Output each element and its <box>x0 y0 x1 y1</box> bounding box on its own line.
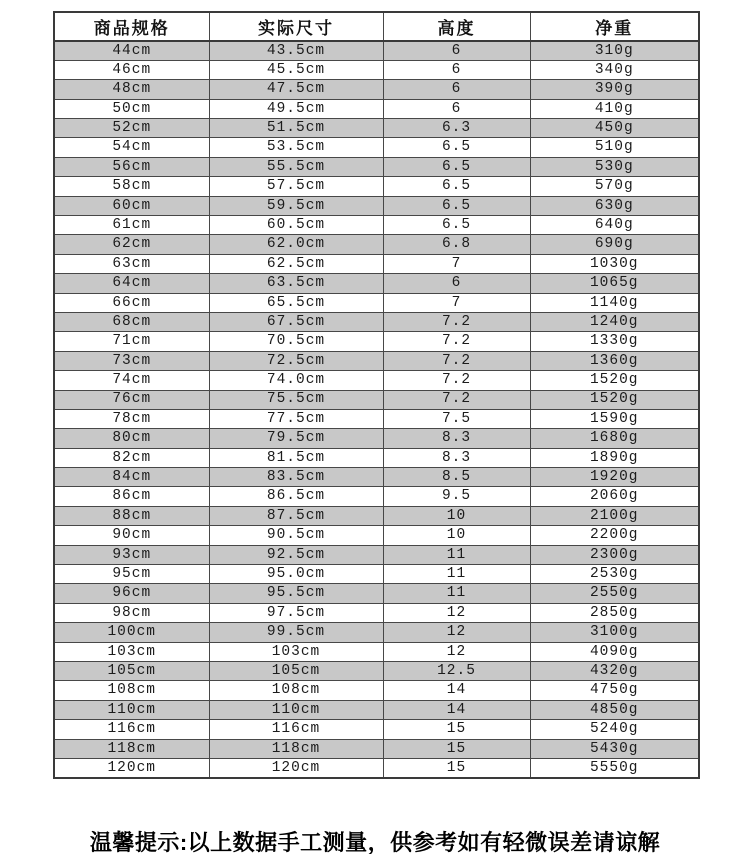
table-cell: 83.5cm <box>209 468 383 487</box>
table-cell: 2550g <box>530 584 699 603</box>
table-row <box>54 720 699 739</box>
table-cell: 1590g <box>530 409 699 428</box>
size-chart-table <box>53 11 700 779</box>
table-cell: 1520g <box>530 371 699 390</box>
table-cell: 49.5cm <box>209 99 383 118</box>
table-cell: 1065g <box>530 274 699 293</box>
table-cell: 80cm <box>54 429 209 448</box>
table-cell: 98cm <box>54 603 209 622</box>
table-cell: 1520g <box>530 390 699 409</box>
table-cell: 62cm <box>54 235 209 254</box>
table-cell: 6 <box>383 274 530 293</box>
table-row <box>54 429 699 448</box>
table-cell: 116cm <box>54 720 209 739</box>
table-cell: 3100g <box>530 623 699 642</box>
table-cell: 71cm <box>54 332 209 351</box>
table-cell: 74cm <box>54 371 209 390</box>
table-cell: 2100g <box>530 506 699 525</box>
table-cell: 108cm <box>54 681 209 700</box>
table-cell: 60.5cm <box>209 216 383 235</box>
table-cell: 43.5cm <box>209 41 383 60</box>
table-cell: 340g <box>530 60 699 79</box>
table-cell: 68cm <box>54 312 209 331</box>
table-cell: 63.5cm <box>209 274 383 293</box>
table-cell: 11 <box>383 545 530 564</box>
table-row <box>54 41 699 60</box>
table-cell: 4850g <box>530 700 699 719</box>
table-cell: 50cm <box>54 99 209 118</box>
table-row <box>54 332 699 351</box>
table-cell: 1330g <box>530 332 699 351</box>
table-cell: 1360g <box>530 351 699 370</box>
table-cell: 62.5cm <box>209 254 383 273</box>
table-cell: 53.5cm <box>209 138 383 157</box>
table-cell: 55.5cm <box>209 157 383 176</box>
table-row <box>54 371 699 390</box>
table-row <box>54 390 699 409</box>
table-row <box>54 739 699 758</box>
table-cell: 97.5cm <box>209 603 383 622</box>
table-row <box>54 448 699 467</box>
table-cell: 2530g <box>530 565 699 584</box>
table-cell: 10 <box>383 526 530 545</box>
table-row <box>54 487 699 506</box>
table-cell: 8.5 <box>383 468 530 487</box>
table-cell: 6.5 <box>383 216 530 235</box>
table-cell: 410g <box>530 99 699 118</box>
column-header: 实际尺寸 <box>209 12 383 41</box>
table-cell: 390g <box>530 80 699 99</box>
table-cell: 52cm <box>54 119 209 138</box>
table-cell: 6 <box>383 41 530 60</box>
table-cell: 86cm <box>54 487 209 506</box>
table-cell: 6 <box>383 99 530 118</box>
column-header: 高度 <box>383 12 530 41</box>
table-cell: 1920g <box>530 468 699 487</box>
table-cell: 5550g <box>530 758 699 777</box>
table-cell: 82cm <box>54 448 209 467</box>
table-cell: 120cm <box>54 758 209 777</box>
table-row <box>54 700 699 719</box>
table-row <box>54 468 699 487</box>
table-cell: 530g <box>530 157 699 176</box>
table-cell: 2060g <box>530 487 699 506</box>
table-cell: 9.5 <box>383 487 530 506</box>
table-cell: 15 <box>383 720 530 739</box>
table-cell: 1680g <box>530 429 699 448</box>
table-row <box>54 526 699 545</box>
table-cell: 96cm <box>54 584 209 603</box>
table-cell: 510g <box>530 138 699 157</box>
table-cell: 95.0cm <box>209 565 383 584</box>
table-row <box>54 119 699 138</box>
table-cell: 45.5cm <box>209 60 383 79</box>
table-row <box>54 409 699 428</box>
table-cell: 640g <box>530 216 699 235</box>
table-cell: 44cm <box>54 41 209 60</box>
table-cell: 90cm <box>54 526 209 545</box>
table-cell: 60cm <box>54 196 209 215</box>
table-cell: 56cm <box>54 157 209 176</box>
table-cell: 64cm <box>54 274 209 293</box>
table-cell: 54cm <box>54 138 209 157</box>
table-cell: 51.5cm <box>209 119 383 138</box>
table-cell: 105cm <box>54 662 209 681</box>
table-cell: 75.5cm <box>209 390 383 409</box>
table-cell: 76cm <box>54 390 209 409</box>
table-cell: 72.5cm <box>209 351 383 370</box>
table-cell: 79.5cm <box>209 429 383 448</box>
table-cell: 108cm <box>209 681 383 700</box>
table-cell: 6.5 <box>383 138 530 157</box>
table-cell: 110cm <box>54 700 209 719</box>
table-cell: 77.5cm <box>209 409 383 428</box>
table-cell: 103cm <box>209 642 383 661</box>
table-cell: 7.2 <box>383 351 530 370</box>
table-cell: 63cm <box>54 254 209 273</box>
table-cell: 4320g <box>530 662 699 681</box>
table-cell: 4750g <box>530 681 699 700</box>
table-cell: 1890g <box>530 448 699 467</box>
table-row <box>54 758 699 777</box>
table-cell: 78cm <box>54 409 209 428</box>
table-cell: 103cm <box>54 642 209 661</box>
table-cell: 48cm <box>54 80 209 99</box>
table-cell: 58cm <box>54 177 209 196</box>
table-cell: 65.5cm <box>209 293 383 312</box>
table-row <box>54 274 699 293</box>
table-row <box>54 254 699 273</box>
table-row <box>54 506 699 525</box>
table-cell: 12 <box>383 603 530 622</box>
table-row <box>54 157 699 176</box>
table-cell: 7.2 <box>383 332 530 351</box>
table-row <box>54 662 699 681</box>
table-cell: 90.5cm <box>209 526 383 545</box>
table-cell: 7 <box>383 254 530 273</box>
table-cell: 7 <box>383 293 530 312</box>
table-cell: 6.8 <box>383 235 530 254</box>
table-cell: 66cm <box>54 293 209 312</box>
table-row <box>54 603 699 622</box>
table-cell: 6.3 <box>383 119 530 138</box>
table-cell: 15 <box>383 739 530 758</box>
table-cell: 6 <box>383 60 530 79</box>
table-cell: 6 <box>383 80 530 99</box>
table-cell: 99.5cm <box>209 623 383 642</box>
table-row <box>54 293 699 312</box>
table-cell: 62.0cm <box>209 235 383 254</box>
table-cell: 120cm <box>209 758 383 777</box>
table-cell: 70.5cm <box>209 332 383 351</box>
table-cell: 95cm <box>54 565 209 584</box>
table-cell: 7.2 <box>383 312 530 331</box>
table-cell: 73cm <box>54 351 209 370</box>
table-cell: 118cm <box>209 739 383 758</box>
table-cell: 1240g <box>530 312 699 331</box>
table-cell: 67.5cm <box>209 312 383 331</box>
table-cell: 6.5 <box>383 177 530 196</box>
table-cell: 6.5 <box>383 157 530 176</box>
table-body <box>54 41 699 778</box>
table-row <box>54 642 699 661</box>
table-row <box>54 312 699 331</box>
table-cell: 15 <box>383 758 530 777</box>
table-cell: 14 <box>383 700 530 719</box>
table-cell: 2850g <box>530 603 699 622</box>
table-cell: 100cm <box>54 623 209 642</box>
table-cell: 7.2 <box>383 390 530 409</box>
table-cell: 2200g <box>530 526 699 545</box>
table-row <box>54 351 699 370</box>
table-cell: 2300g <box>530 545 699 564</box>
table-cell: 450g <box>530 119 699 138</box>
table-cell: 86.5cm <box>209 487 383 506</box>
table-cell: 57.5cm <box>209 177 383 196</box>
table-cell: 14 <box>383 681 530 700</box>
table-cell: 118cm <box>54 739 209 758</box>
column-header: 净重 <box>530 12 699 41</box>
table-row <box>54 177 699 196</box>
table-cell: 61cm <box>54 216 209 235</box>
table-cell: 12 <box>383 623 530 642</box>
table-cell: 1140g <box>530 293 699 312</box>
table-cell: 7.2 <box>383 371 530 390</box>
table-cell: 10 <box>383 506 530 525</box>
table-header <box>54 12 699 41</box>
table-row <box>54 545 699 564</box>
table-cell: 92.5cm <box>209 545 383 564</box>
table-cell: 7.5 <box>383 409 530 428</box>
table-cell: 88cm <box>54 506 209 525</box>
table-cell: 1030g <box>530 254 699 273</box>
table-cell: 116cm <box>209 720 383 739</box>
table-cell: 110cm <box>209 700 383 719</box>
table-cell: 95.5cm <box>209 584 383 603</box>
table-cell: 4090g <box>530 642 699 661</box>
table-row <box>54 235 699 254</box>
table-cell: 105cm <box>209 662 383 681</box>
table-cell: 8.3 <box>383 429 530 448</box>
table-row <box>54 99 699 118</box>
header-row <box>54 12 699 41</box>
column-header: 商品规格 <box>54 12 209 41</box>
table-row <box>54 681 699 700</box>
table-cell: 87.5cm <box>209 506 383 525</box>
table-row <box>54 196 699 215</box>
table-cell: 8.3 <box>383 448 530 467</box>
table-cell: 570g <box>530 177 699 196</box>
table-cell: 5430g <box>530 739 699 758</box>
table-cell: 81.5cm <box>209 448 383 467</box>
table-cell: 93cm <box>54 545 209 564</box>
table-row <box>54 565 699 584</box>
table-cell: 12 <box>383 642 530 661</box>
table-cell: 630g <box>530 196 699 215</box>
table-cell: 12.5 <box>383 662 530 681</box>
table-cell: 84cm <box>54 468 209 487</box>
table-row <box>54 138 699 157</box>
table-cell: 74.0cm <box>209 371 383 390</box>
table-row <box>54 80 699 99</box>
table-cell: 11 <box>383 565 530 584</box>
table-row <box>54 60 699 79</box>
table-cell: 6.5 <box>383 196 530 215</box>
footer-note: 温馨提示:以上数据手工测量，供参考如有轻微误差请谅解 <box>89 830 661 854</box>
table-cell: 59.5cm <box>209 196 383 215</box>
table-row <box>54 623 699 642</box>
table-cell: 11 <box>383 584 530 603</box>
table-row <box>54 216 699 235</box>
table-row <box>54 584 699 603</box>
table-cell: 690g <box>530 235 699 254</box>
table-cell: 5240g <box>530 720 699 739</box>
table-cell: 46cm <box>54 60 209 79</box>
table-cell: 47.5cm <box>209 80 383 99</box>
table-cell: 310g <box>530 41 699 60</box>
